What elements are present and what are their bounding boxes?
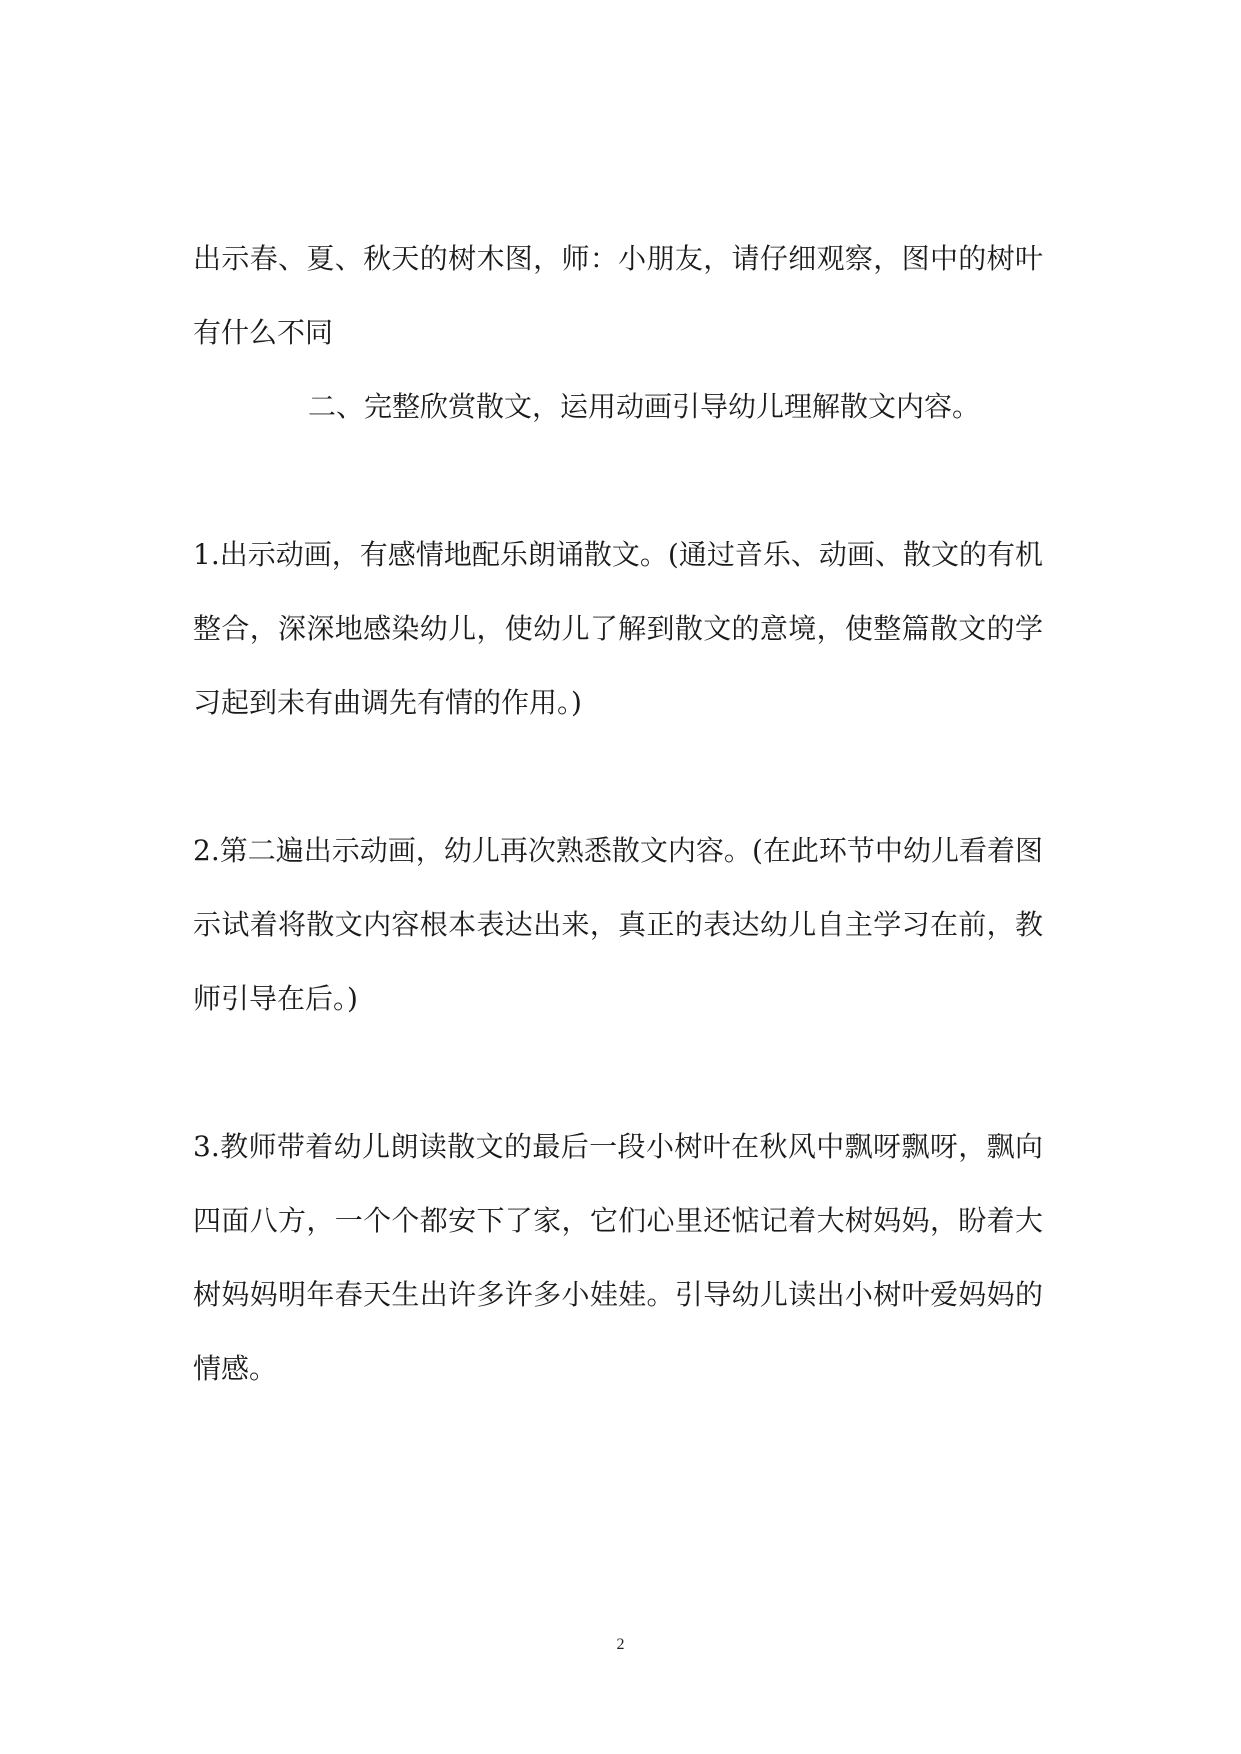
paragraph-step-2: 2.第二遍出示动画，幼儿再次熟悉散文内容。(在此环节中幼儿看着图示试着将散文内容根本表达出来，真正的表达幼儿自主学习在前，教师引导在后。) (193, 834, 1043, 1015)
page-number: 2 (616, 1636, 625, 1653)
paragraph-gap (193, 740, 1043, 814)
paragraph-step-3: 3.教师带着幼儿朗读散文的最后一段小树叶在秋风中飘呀飘呀，飘向四面八方，一个个都安下了家，它们心里还惦记着大树妈妈，盼着大树妈妈明年春天生出许多许多小娃娃。引导幼儿读出小树叶爱妈妈的情感。 (193, 1130, 1043, 1385)
paragraph-gap (193, 444, 1043, 518)
document-body (193, 222, 1043, 1406)
paragraph-step-1: 1.出示动画，有感情地配乐朗诵散文。(通过音乐、动画、散文的有机整合，深深地感染幼儿，使幼儿了解到散文的意境，使整篇散文的学习起到未有曲调先有情的作用。) (193, 538, 1043, 719)
paragraph-intro: 出示春、夏、秋天的树木图，师：小朋友，请仔细观察，图中的树叶有什么不同 (193, 242, 1043, 349)
paragraph-gap (193, 1036, 1043, 1110)
section-heading: 二、完整欣赏散文，运用动画引导幼儿理解散文内容。 (308, 390, 981, 423)
